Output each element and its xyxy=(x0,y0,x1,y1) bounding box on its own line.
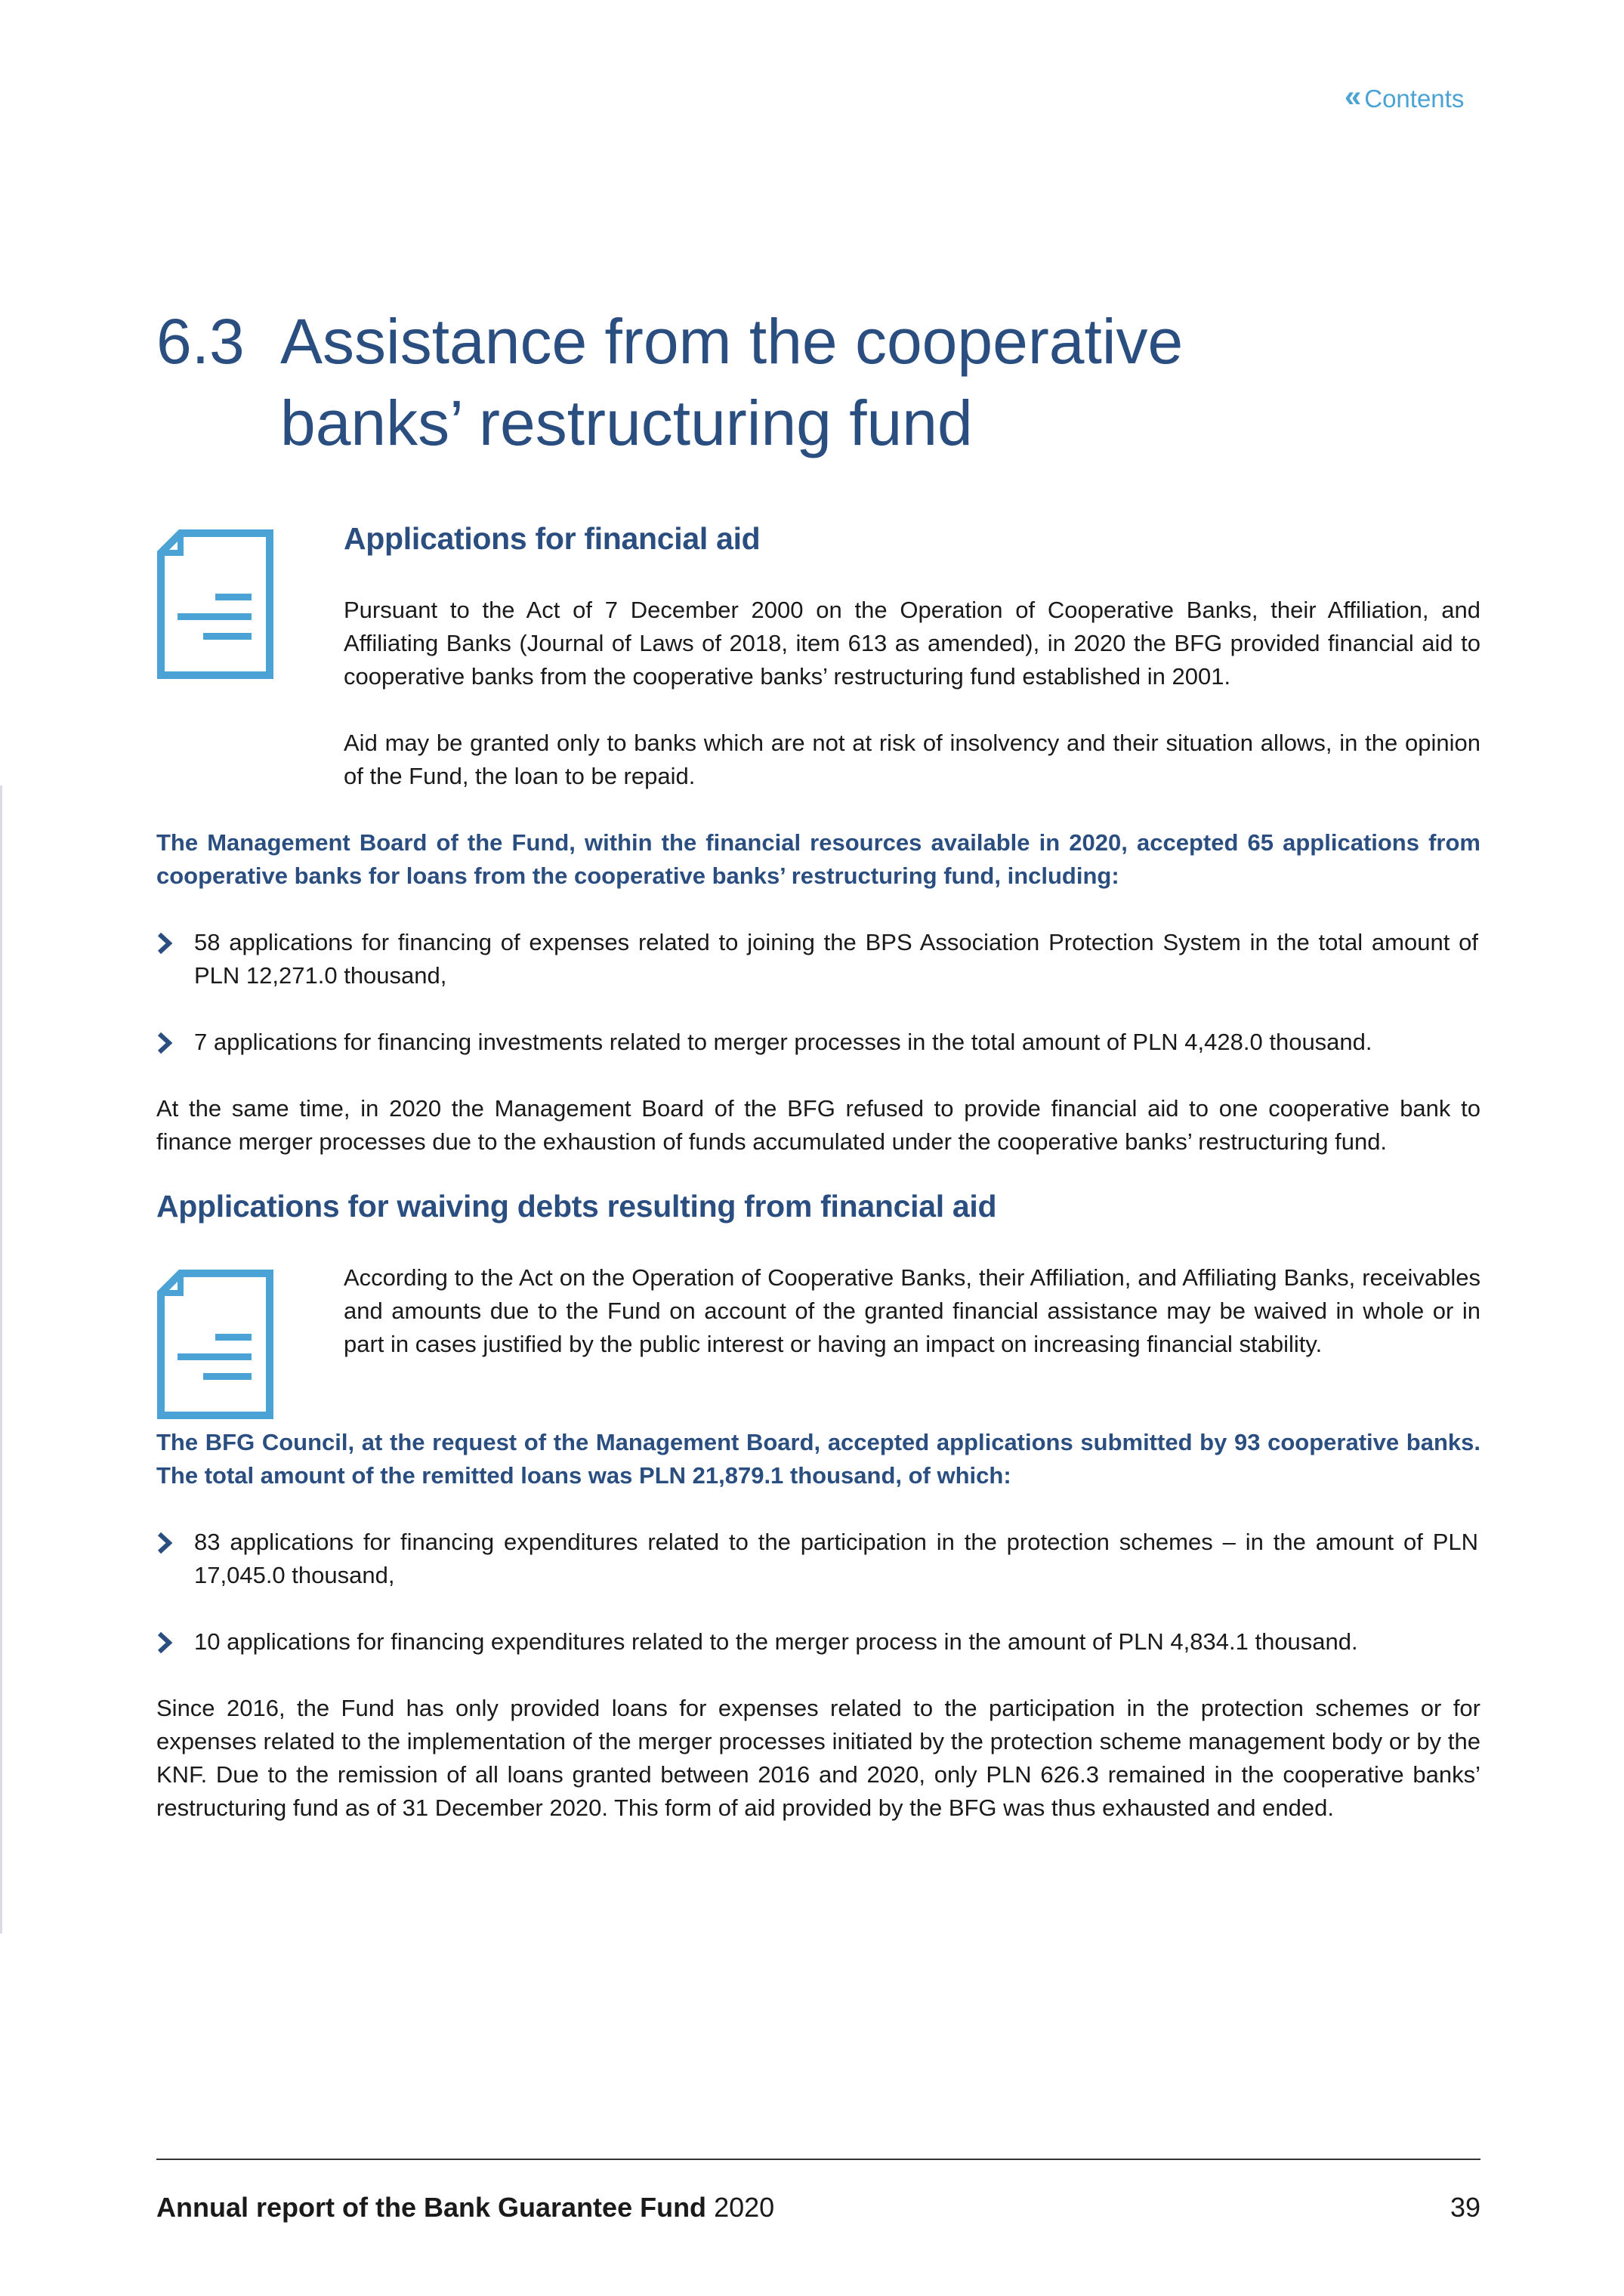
footer-divider xyxy=(156,2159,1480,2160)
chevron-right-icon xyxy=(156,926,194,992)
section-number: 6.3 xyxy=(156,306,245,377)
document-icon xyxy=(155,529,276,680)
paragraph-fund-exhausted: Since 2016, the Fund has only provided loans for expenses related to the participation in the protection schemes or for expenses related to the implementation of the merger processes initiated by the protection scheme management body or by the KNF. Due to the remission of all loans granted between 2016 and 2020, only PLN 626.3 remained in the cooperative banks’ restructuring fund as of 31 December 2020. This form of aid provided by the BFG was thus exhausted and ended. xyxy=(156,1695,1480,1821)
heading-applications-financial-aid: Applications for financial aid xyxy=(344,521,761,556)
footer-report-title xyxy=(156,2192,774,2223)
paragraph-refused-aid: At the same time, in 2020 the Management Board of the BFG refused to provide financial aid to one cooperative bank to finance merger processes due to the exhaustion of funds accumulated under the cooperative banks’ restructuring fund. xyxy=(156,1095,1480,1155)
chevron-right-icon xyxy=(156,1625,194,1663)
chevron-right-icon xyxy=(156,1026,194,1063)
bullet-text: 83 applications for financing expenditures related to the participation in the protection schemes – in the amount of PLN 17,045.0 thousand, xyxy=(194,1529,1478,1588)
page-edge-divider xyxy=(0,785,2,1933)
bullet-text: 58 applications for financing of expenses related to joining the BPS Association Protection System in the total amount of PLN 12,271.0 thousand, xyxy=(194,929,1478,989)
paragraph-aid-eligibility: Aid may be granted only to banks which are not at risk of insolvency and their situation allows, in the opinion of the Fund, the loan to be repaid. xyxy=(344,730,1480,789)
double-chevron-left-icon: « xyxy=(1345,80,1362,113)
highlight-accepted-applications: The Management Board of the Fund, within the financial resources available in 2020, accepted 65 applications from cooperative banks for loans from the cooperative banks’ restructuring fund, including: xyxy=(156,829,1480,889)
bullet-text: 10 applications for financing expenditures related to the merger process in the amount of PLN 4,834.1 thousand. xyxy=(194,1628,1358,1655)
footer-report-name: Annual report of the Bank Guarantee Fund xyxy=(156,2192,707,2223)
page-number: 39 xyxy=(1450,2192,1480,2223)
contents-link[interactable] xyxy=(1345,80,1465,113)
heading-waiving-debts: Applications for waiving debts resulting from financial aid xyxy=(156,1189,997,1224)
paragraph-waiver-basis: According to the Act on the Operation of Cooperative Banks, their Affiliation, and Affiliating Banks, receivables and amounts due to the Fund on account of the granted financial assistance may be waived in whole or in part in cases justified by the public interest or having an impact on increasing financial stability. xyxy=(344,1264,1480,1357)
document-icon xyxy=(155,1269,276,1420)
section-title-line1: Assistance from the cooperative xyxy=(280,306,1184,377)
footer-report-year: 2020 xyxy=(714,2192,775,2223)
section-title-line2: banks’ restructuring fund xyxy=(280,387,973,458)
bullet-text: 7 applications for financing investments related to merger processes in the total amount of PLN 4,428.0 thousand. xyxy=(194,1029,1372,1055)
highlight-remitted-loans: The BFG Council, at the request of the Management Board, accepted applications submitted by 93 cooperative banks. The total amount of the remitted loans was PLN 21,879.1 thousand, of which: xyxy=(156,1429,1480,1489)
list-item xyxy=(156,1625,1478,1663)
paragraph-legal-basis: Pursuant to the Act of 7 December 2000 on the Operation of Cooperative Banks, their Affiliation, and Affiliating Banks (Journal of Laws of 2018, item 613 as amended), in 2020 the BFG provided financial aid to cooperative banks from the cooperative banks’ restructuring fund established in 2001. xyxy=(344,597,1480,690)
chevron-right-icon xyxy=(156,1526,194,1592)
list-item xyxy=(156,1026,1478,1063)
section-title xyxy=(156,301,1478,464)
contents-label: Contents xyxy=(1364,85,1465,113)
list-item xyxy=(156,1526,1478,1592)
list-item xyxy=(156,926,1478,992)
